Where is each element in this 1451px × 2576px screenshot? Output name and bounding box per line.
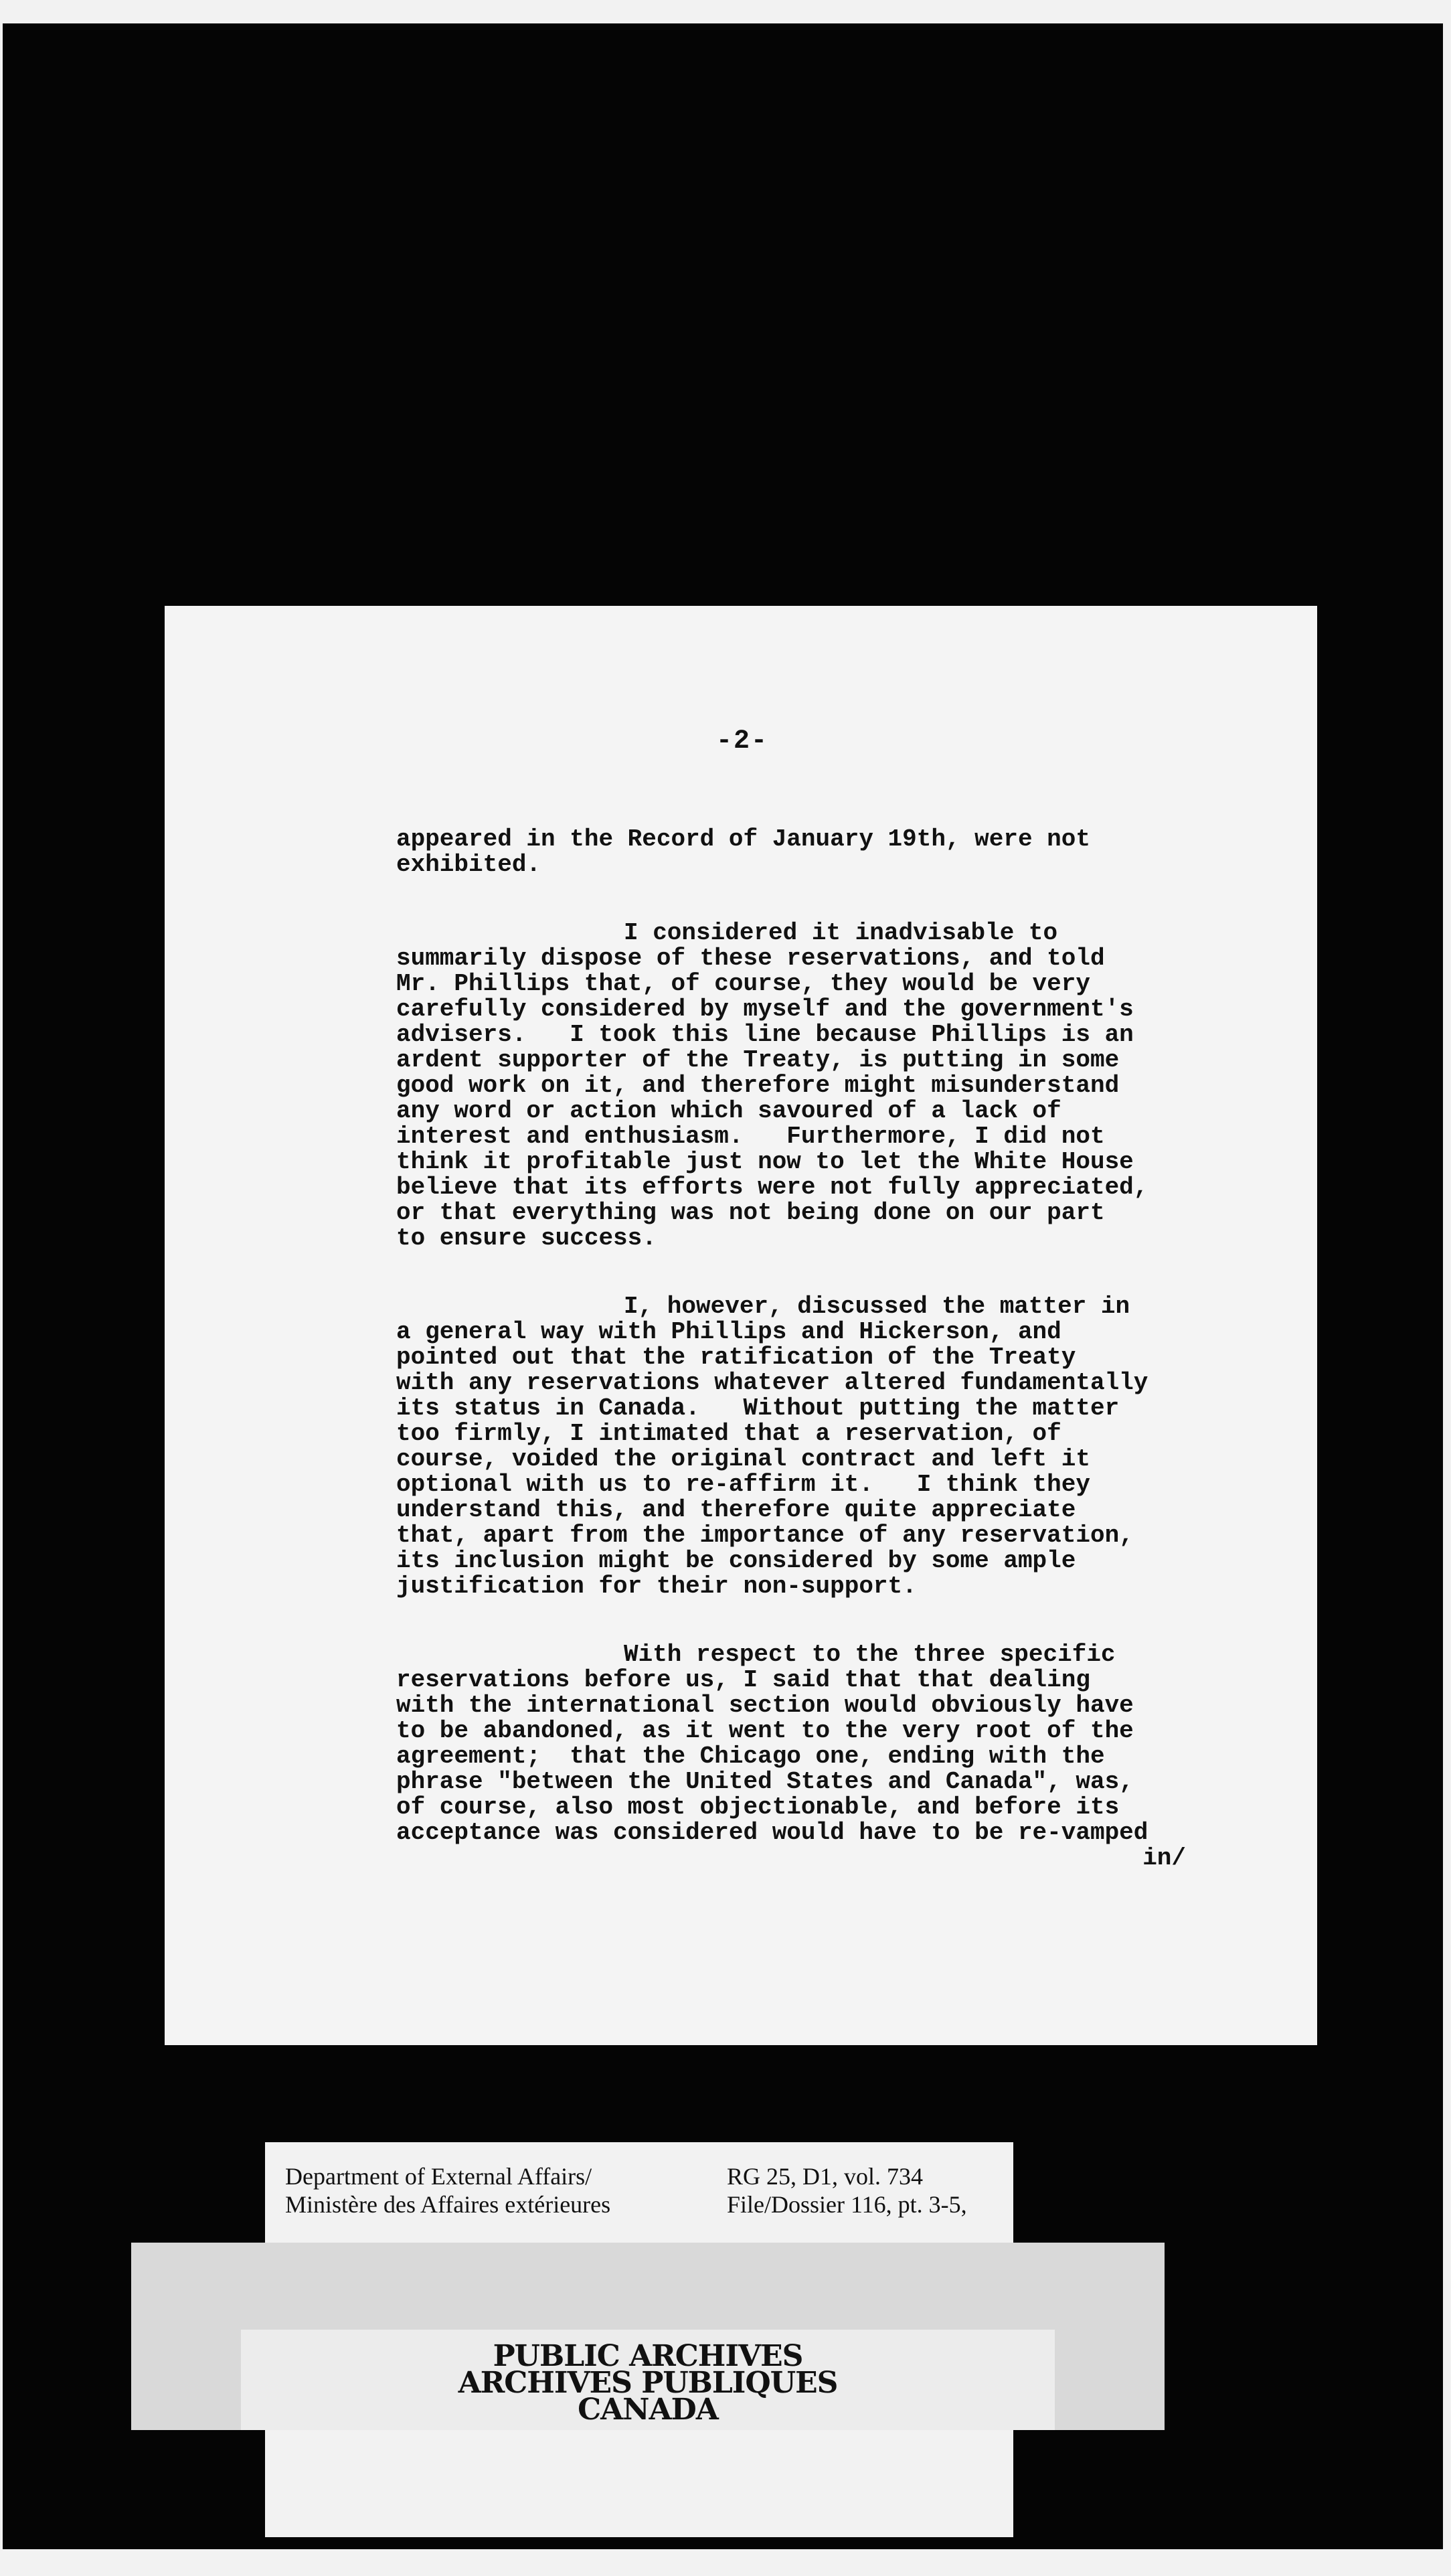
text-line: a general way with Phillips and Hickerson, and bbox=[396, 1318, 1061, 1346]
text-line: that, apart from the importance of any reservation, bbox=[396, 1522, 1134, 1549]
film-left-edge bbox=[0, 0, 3, 2576]
film-right-edge bbox=[1443, 0, 1451, 2576]
stamp-line-en: PUBLIC ARCHIVES bbox=[493, 2339, 803, 2373]
text-line: its inclusion might be considered by some ample bbox=[396, 1547, 1076, 1575]
text-line: Mr. Phillips that, of course, they would be very bbox=[396, 970, 1090, 997]
archives-stamp bbox=[131, 2339, 1165, 2427]
document-body bbox=[396, 827, 1199, 1871]
text-line: with the international section would obviously have bbox=[396, 1692, 1134, 1719]
text-line: believe that its efforts were not fully appreciated, bbox=[396, 1174, 1148, 1201]
text-line: optional with us to re-affirm it. I think they bbox=[396, 1471, 1090, 1498]
text-line: I considered it inadvisable to bbox=[624, 919, 1058, 947]
reference-label bbox=[727, 2162, 967, 2219]
text-line: any word or action which savoured of a lack of bbox=[396, 1097, 1061, 1125]
text-line: its status in Canada. Without putting the matter bbox=[396, 1394, 1120, 1422]
text-line: acceptance was considered would have to be re-vamped bbox=[396, 1819, 1148, 1846]
text-line: I, however, discussed the matter in bbox=[624, 1293, 1130, 1320]
paragraph-2 bbox=[396, 920, 1199, 1251]
text-line: to be abandoned, as it went to the very root of the bbox=[396, 1717, 1134, 1745]
record-group-reference: RG 25, D1, vol. 734 bbox=[727, 2163, 924, 2190]
text-line: With respect to the three specific bbox=[624, 1641, 1116, 1668]
text-line: too firmly, I intimated that a reservation, of bbox=[396, 1420, 1061, 1447]
text-line: reservations before us, I said that that dealing bbox=[396, 1666, 1090, 1694]
text-line: of course, also most objectionable, and before its bbox=[396, 1793, 1120, 1821]
department-name-en: Department of External Affairs/ bbox=[285, 2163, 592, 2190]
paragraph-1 bbox=[396, 827, 1199, 878]
text-line: phrase "between the United States and Canada", was, bbox=[396, 1768, 1134, 1795]
text-line: summarily dispose of these reservations, and told bbox=[396, 945, 1105, 972]
stamp-line-fr: ARCHIVES PUBLIQUES bbox=[458, 2366, 838, 2400]
text-line: pointed out that the ratification of the Treaty bbox=[396, 1344, 1076, 1371]
text-line: or that everything was not being done on our part bbox=[396, 1199, 1105, 1226]
continuation-marker: in/ bbox=[1142, 1844, 1186, 1872]
archives-stamp-tray bbox=[131, 2243, 1165, 2430]
department-name-fr: Ministère des Affaires extérieures bbox=[285, 2191, 611, 2218]
text-line: exhibited. bbox=[396, 851, 541, 878]
file-reference: File/Dossier 116, pt. 3-5, bbox=[727, 2191, 967, 2218]
text-line: ardent supporter of the Treaty, is putting in some bbox=[396, 1046, 1120, 1074]
film-top-edge bbox=[0, 0, 1451, 23]
stamp-line-country: CANADA bbox=[578, 2393, 718, 2427]
text-line: agreement; that the Chicago one, ending with the bbox=[396, 1743, 1105, 1770]
paragraph-3 bbox=[396, 1294, 1199, 1599]
paragraph-4 bbox=[396, 1642, 1199, 1871]
text-line: appeared in the Record of January 19th, were not bbox=[396, 825, 1090, 853]
text-line: advisers. I took this line because Phillips is an bbox=[396, 1021, 1134, 1048]
text-line: good work on it, and therefore might misunderstand bbox=[396, 1072, 1120, 1099]
text-line: think it profitable just now to let the White House bbox=[396, 1148, 1134, 1176]
text-line: understand this, and therefore quite appreciate bbox=[396, 1496, 1076, 1524]
text-line: carefully considered by myself and the government's bbox=[396, 995, 1134, 1023]
department-label bbox=[285, 2162, 610, 2219]
film-bottom-edge bbox=[0, 2549, 1451, 2576]
text-line: course, voided the original contract and left it bbox=[396, 1445, 1090, 1473]
text-line: with any reservations whatever altered fundamentally bbox=[396, 1369, 1148, 1396]
text-line: interest and enthusiasm. Furthermore, I did not bbox=[396, 1123, 1105, 1150]
text-line: to ensure success. bbox=[396, 1224, 657, 1252]
text-line: justification for their non-support. bbox=[396, 1573, 917, 1600]
page-number: -2- bbox=[716, 726, 769, 756]
